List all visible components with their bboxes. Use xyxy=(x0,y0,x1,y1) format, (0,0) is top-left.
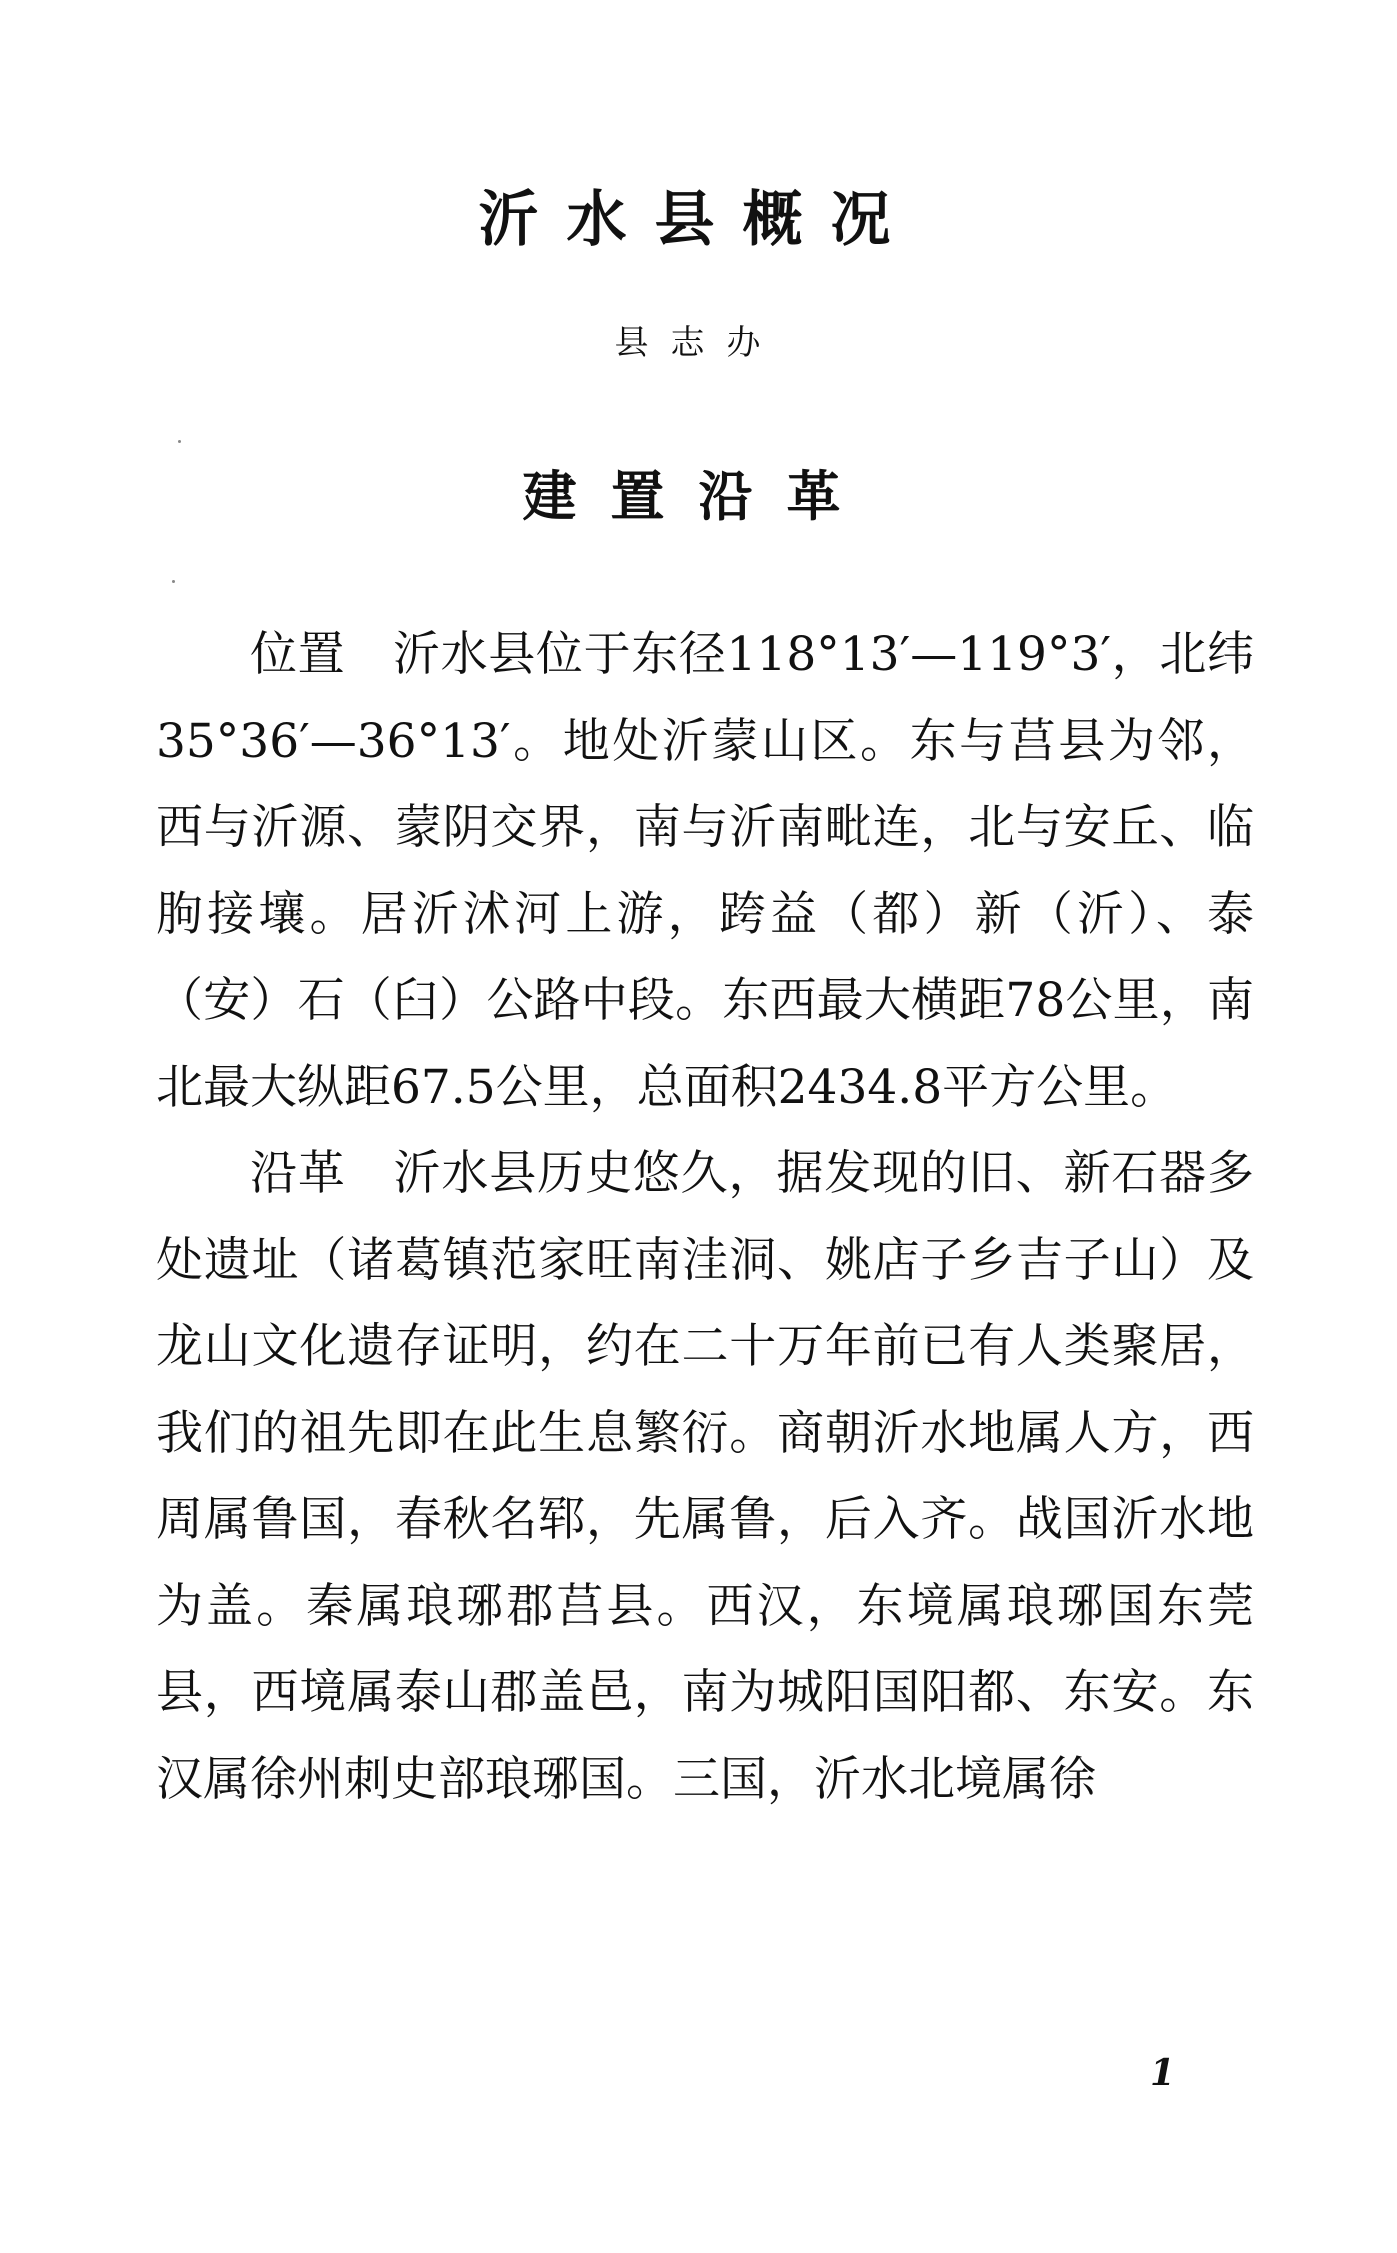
paragraph-history xyxy=(156,1131,1254,1823)
page-number: 1 xyxy=(1150,2052,1176,2094)
paragraph-text: 沂水县历史悠久，据发现的旧、新石器多处遗址（诸葛镇范家旺南洼洞、姚店子乡吉子山）及龙山文化遗存证明，约在二十万年前已有人类聚居，我们的祖先即在此生息繁衍。商朝沂水地属人方，西周属鲁国，春秋名郓，先属鲁，后入齐。战国沂水地为盖。秦属琅琊郡莒县。西汉，东境属琅琊国东莞县，西境属泰山郡盖邑，南为城阳国阳都、东安。东汉属徐州刺史部琅琊国。三国，沂水北境属徐 xyxy=(156,1146,1255,1807)
body-text xyxy=(156,612,1254,1823)
article-title: 沂水县概况 xyxy=(478,185,919,255)
paragraph-location xyxy=(156,612,1254,1131)
paragraph-text: 沂水县位于东径118°13′—119°3′，北纬35°36′—36°13′。地处沂蒙山区。东与莒县为邻，西与沂源、蒙阴交界，南与沂南毗连，北与安丘、临朐接壤。居沂沭河上游，跨益（都）新（沂）、泰（安）石（臼）公路中段。东西最大横距78公里，南北最大纵距67.5公里，总面积2434.8平方公里。 xyxy=(156,627,1254,1115)
section-heading: 建置沿革 xyxy=(522,464,875,528)
scan-speck xyxy=(172,580,175,583)
scan-speck xyxy=(178,440,181,443)
author-line: 县志办 xyxy=(614,323,783,363)
paragraph-lead: 位置 xyxy=(250,627,346,682)
paragraph-lead: 沿革 xyxy=(250,1146,346,1201)
